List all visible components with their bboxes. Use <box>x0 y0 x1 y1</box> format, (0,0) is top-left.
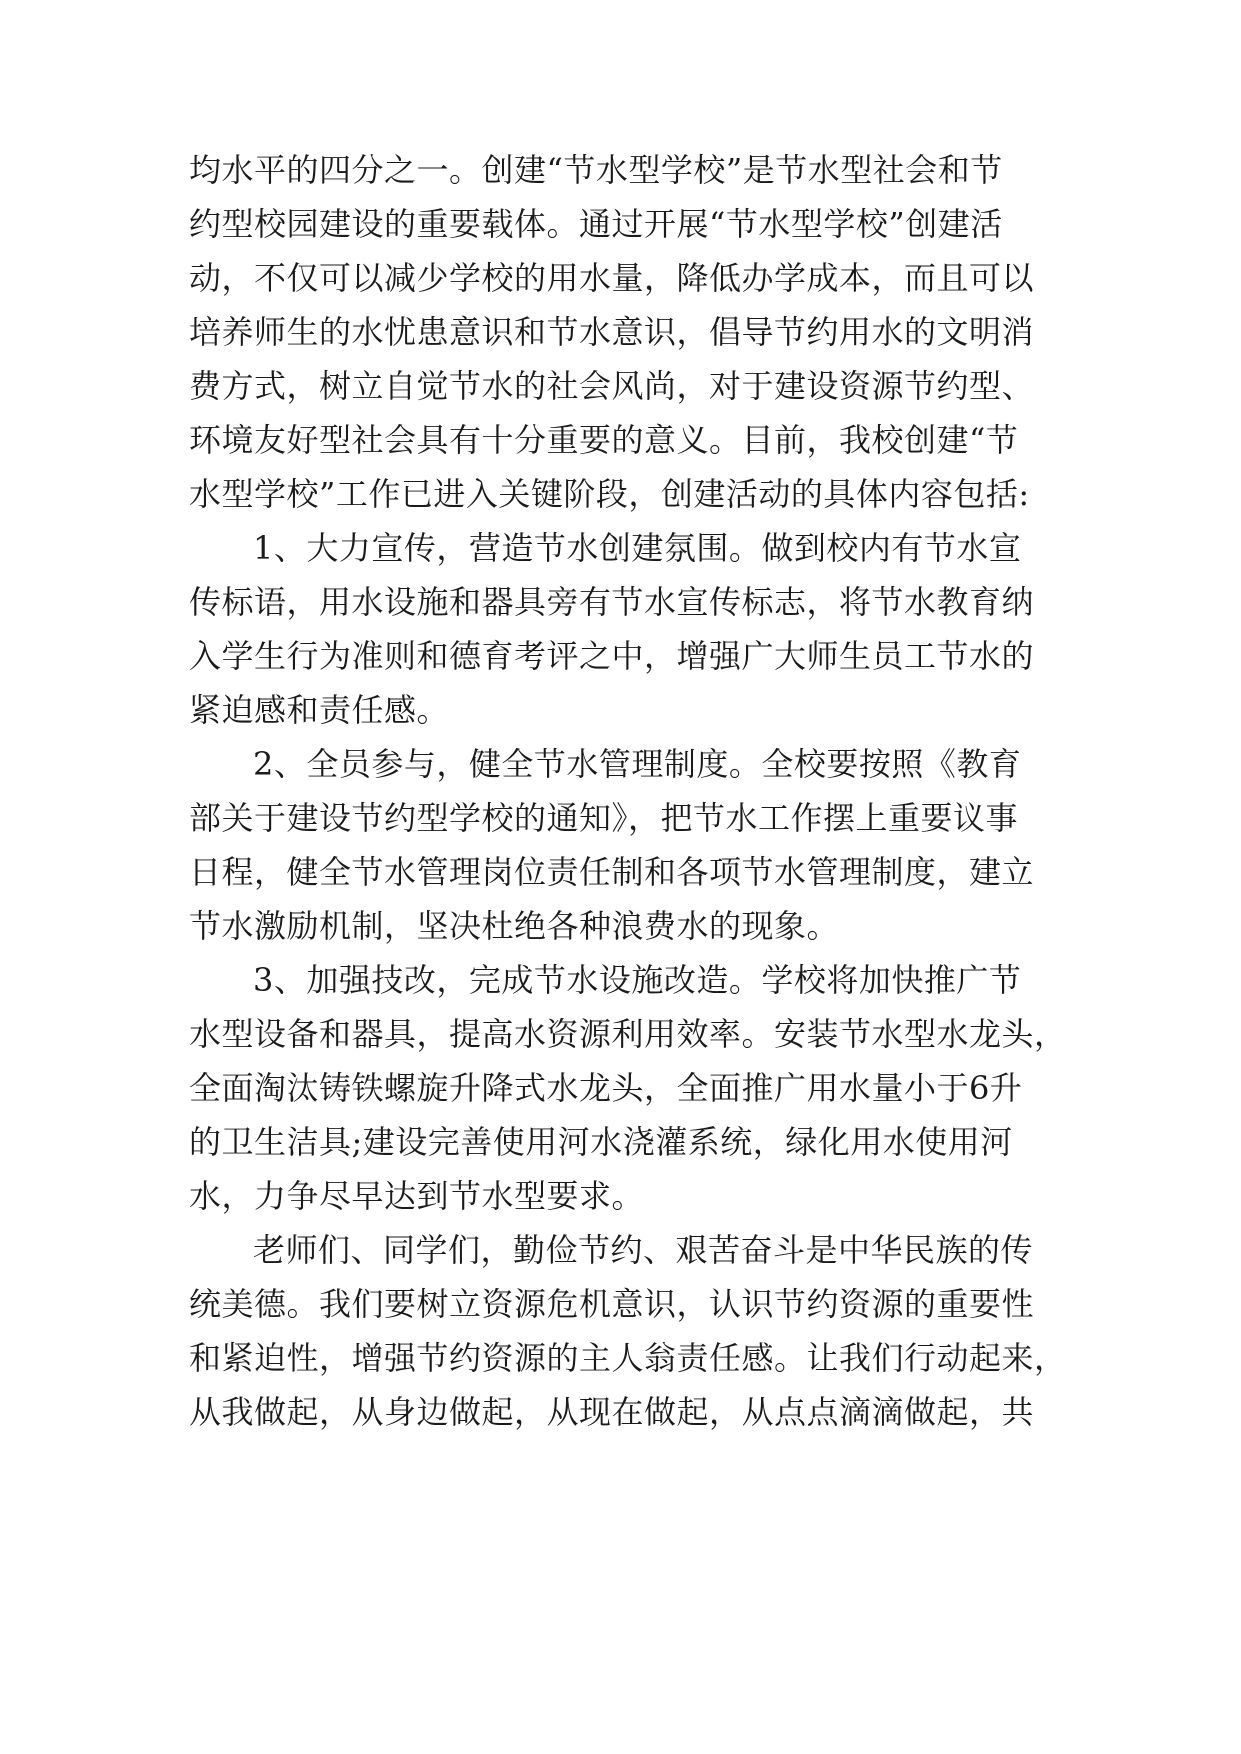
text-line: 日程，健全节水管理岗位责任制和各项节水管理制度，建立 <box>189 853 1035 891</box>
paragraph-3-start: 3、加强技改，完成节水设施改造。学校将加快推广节 <box>253 961 1022 999</box>
text-line: 约型校园建设的重要载体。通过开展“节水型学校”创建活 <box>189 205 1003 243</box>
text-line: 水型学校”工作已进入关键阶段，创建活动的具体内容包括: <box>189 475 1030 513</box>
text-line: 入学生行为准则和德育考评之中，增强广大师生员工节水的 <box>189 637 1035 675</box>
text-line: 均水平的四分之一。创建“节水型学校”是节水型社会和节 <box>189 151 1003 189</box>
text-line: 从我做起，从身边做起，从现在做起，从点点滴滴做起，共 <box>189 1393 1035 1431</box>
paragraph-1-start: 1、大力宣传，营造节水创建氛围。做到校内有节水宣 <box>253 529 1022 567</box>
paragraph-2-start: 2、全员参与，健全节水管理制度。全校要按照《教育 <box>253 745 1022 783</box>
text-line: 的卫生洁具;建设完善使用河水浇灌系统，绿化用水使用河 <box>189 1123 1013 1161</box>
text-line: 紧迫感和责任感。 <box>189 691 450 729</box>
text-line: 全面淘汰铸铁螺旋升降式水龙头，全面推广用水量小于6升 <box>189 1069 1023 1107</box>
text-line: 环境友好型社会具有十分重要的意义。目前，我校创建“节 <box>189 421 1019 459</box>
paragraph-4-start: 老师们、同学们，勤俭节约、艰苦奋斗是中华民族的传 <box>253 1231 1034 1269</box>
text-line: 节水激励机制，坚决杜绝各种浪费水的现象。 <box>189 907 840 945</box>
text-line: 部关于建设节约型学校的通知》，把节水工作摆上重要议事 <box>189 799 1019 837</box>
text-line: 统美德。我们要树立资源危机意识，认识节约资源的重要性 <box>189 1285 1035 1323</box>
text-line: 传标语，用水设施和器具旁有节水宣传标志，将节水教育纳 <box>189 583 1035 621</box>
text-line: 和紧迫性，增强节约资源的主人翁责任感。让我们行动起来， <box>189 1339 1067 1377</box>
text-line: 水，力争尽早达到节水型要求。 <box>189 1177 645 1215</box>
text-line: 培养师生的水忧患意识和节水意识，倡导节约用水的文明消 <box>189 313 1035 351</box>
text-line: 费方式，树立自觉节水的社会风尚，对于建设资源节约型、 <box>189 367 1035 405</box>
text-line: 水型设备和器具，提高水资源利用效率。安装节水型水龙头， <box>189 1015 1067 1053</box>
text-line: 动，不仅可以减少学校的用水量，降低办学成本，而且可以 <box>189 259 1035 297</box>
